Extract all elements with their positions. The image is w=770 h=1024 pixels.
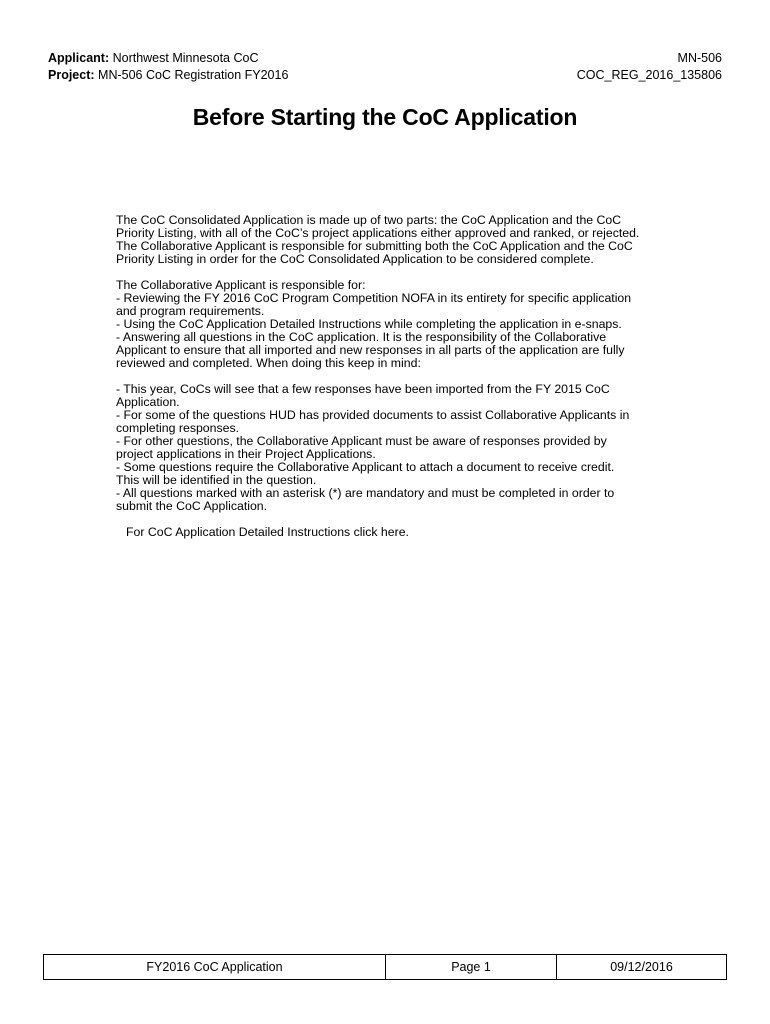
mind-line: Application.: [116, 395, 180, 409]
page-title: Before Starting the CoC Application: [192, 104, 578, 130]
responsible-line: - Answering all questions in the CoC application. It is the responsibility of the Collaborative: [116, 330, 607, 344]
registration-id: COC_REG_2016_135806: [576, 68, 722, 82]
mind-line: project applications in their Project Applications.: [116, 447, 376, 461]
coc-code: MN-506: [677, 51, 722, 65]
responsible-line: - Reviewing the FY 2016 CoC Program Competition NOFA in its entirety for specific application: [116, 291, 632, 305]
instructions-body: [116, 214, 656, 539]
intro-line: Priority Listing in order for the CoC Consolidated Application to be considered complete.: [116, 252, 594, 266]
mind-line: This will be identified in the question.: [116, 473, 317, 487]
responsible-line: and program requirements.: [116, 304, 265, 318]
intro-line: The Collaborative Applicant is responsible for submitting both the CoC Application and the CoC: [116, 239, 633, 253]
mind-line: submit the CoC Application.: [116, 499, 268, 513]
mind-line: - For other questions, the Collaborative Applicant must be aware of responses provided by: [116, 434, 607, 448]
project-label: Project:: [48, 68, 95, 82]
applicant-label: Applicant:: [48, 51, 110, 65]
header-row-applicant: [48, 50, 722, 67]
responsible-line: reviewed and completed. When doing this keep in mind:: [116, 356, 421, 370]
mind-line: - All questions marked with an asterisk (*) are mandatory and must be completed in order to: [116, 486, 615, 500]
page-footer: [43, 954, 727, 980]
mind-line: completing responses.: [116, 421, 240, 435]
footer-date: 09/12/2016: [610, 960, 673, 974]
mind-line: - For some of the questions HUD has provided documents to assist Collaborative Applicants in: [116, 408, 630, 422]
mind-line: - Some questions require the Collaborative Applicant to attach a document to receive credit.: [116, 460, 615, 474]
responsible-line: - Using the CoC Application Detailed Instructions while completing the application in e-snaps.: [116, 317, 622, 331]
applicant-info: [48, 50, 259, 67]
applicant-value: Northwest Minnesota CoC: [112, 51, 259, 65]
mind-line: - This year, CoCs will see that a few responses have been imported from the FY 2015 CoC: [116, 382, 610, 396]
intro-line: The CoC Consolidated Application is made up of two parts: the CoC Application and the CoC: [116, 213, 622, 227]
project-info: [48, 67, 288, 84]
footer-page-number: Page 1: [386, 955, 557, 979]
project-value: MN-506 CoC Registration FY2016: [98, 68, 289, 82]
footer-application: FY2016 CoC Application: [44, 955, 386, 979]
responsible-line: The Collaborative Applicant is responsible for:: [116, 278, 366, 292]
responsible-line: Applicant to ensure that all imported and new responses in all parts of the application are fully: [116, 343, 625, 357]
intro-line: Priority Listing, with all of the CoC’s project applications either approved and ranked, or rejected.: [116, 226, 640, 240]
page-header: [48, 50, 722, 84]
header-row-project: [48, 67, 722, 84]
instructions-link[interactable]: For CoC Application Detailed Instructions click here.: [126, 525, 409, 539]
